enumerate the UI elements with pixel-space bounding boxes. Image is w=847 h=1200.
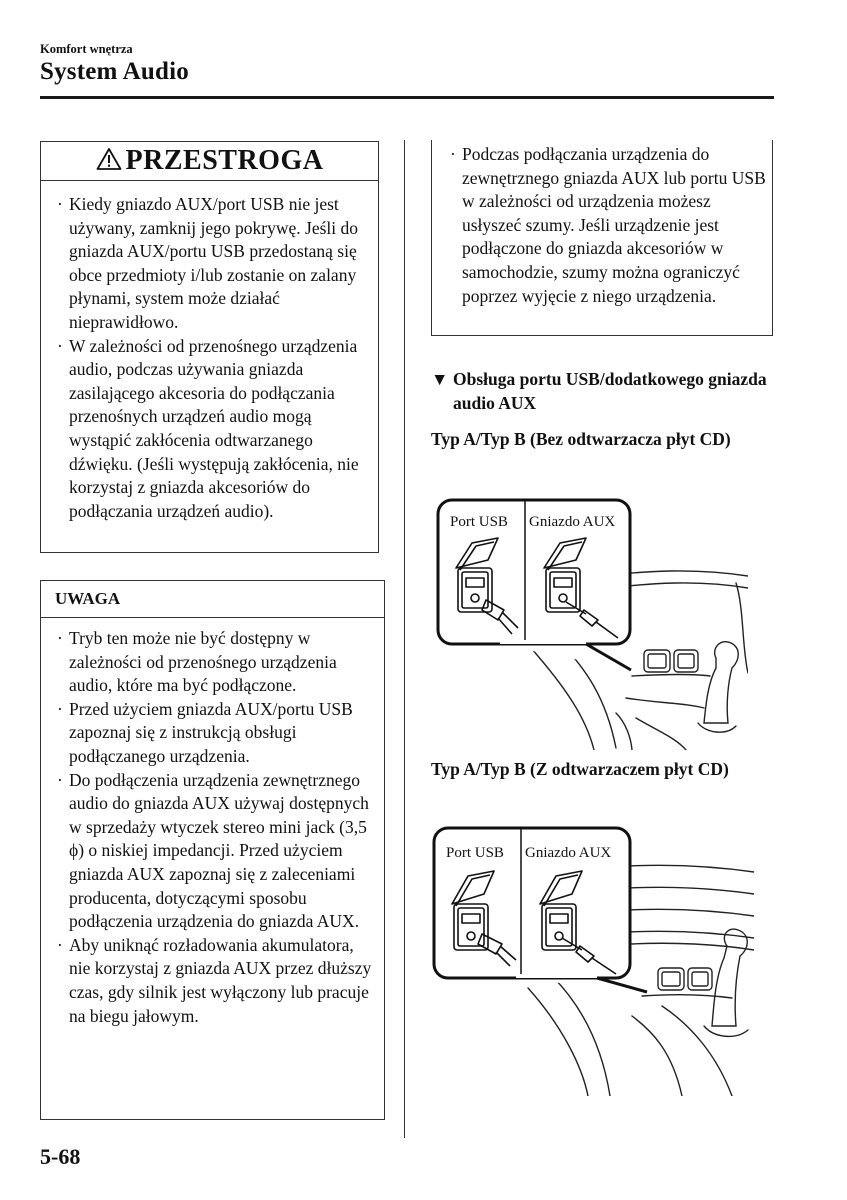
- type-label-no-cd: Typ A/Typ B (Bez odtwarzacza płyt CD): [431, 429, 731, 449]
- page-title: System Audio: [40, 58, 189, 85]
- caution-item: · W zależności od przenośnego urządzenia audio, podczas używania gniazda zasilającego akcesoria do podłączania przenośnych urządzeń audio mogą wystąpić zakłócenia odtwarzanego dźwięku. (Jeśli występują zakłócenia, nie korzystaj z gniazda akcesoriów do podłączania urządzeń audio).: [57, 335, 372, 524]
- note-item: · Do podłączenia urządzenia zewnętrznego audio do gniazda AUX używaj dostępnych w sprzedaży wtyczek stereo mini jack (3,5 ϕ) o niskiej impedancji. Przed użyciem gniazda AUX zapoznaj się z zaleceniami producenta, dotyczącymi sposobu podłączenia urządzenia do gniazda AUX.: [57, 769, 378, 934]
- page-number: 5-68: [40, 1144, 81, 1169]
- section-marker-icon: ▼: [431, 369, 449, 389]
- caution-item: · Kiedy gniazdo AUX/port USB nie jest używany, zamknij jego pokrywę. Jeśli do gniazda AUX/portu USB przedostaną się obce przedmioty i/lub zostanie on zalany płynami, system może działać nieprawidłowo.: [57, 193, 372, 335]
- usb-port-label: Port USB: [446, 845, 504, 861]
- caution-header: [41, 142, 378, 181]
- aux-jack-label: Gniazdo AUX: [525, 845, 612, 861]
- note-item: · Podczas podłączania urządzenia do zewnętrznego gniazda AUX lub portu USB w zależności od urządzenia możesz usłyszeć szumy. Jeśli urządzenie jest podłączone do gniazda akcesoriów w samochodzie, szumy można ograniczyć poprzez wyjęcie z niego urządzenia.: [450, 143, 766, 308]
- type-label-with-cd: Typ A/Typ B (Z odtwarzaczem płyt CD): [431, 759, 729, 779]
- note-header: [41, 581, 384, 618]
- section-label: Komfort wnętrza: [40, 42, 133, 56]
- title-underline: [40, 96, 774, 99]
- usb-port-label: Port USB: [450, 514, 508, 530]
- warning-triangle-icon: [96, 147, 122, 176]
- note-heading: UWAGA: [55, 589, 121, 608]
- subheading-text: Obsługa portu USB/dodatkowego gniazda audio AUX: [453, 369, 767, 413]
- figure-usb-aux-no-cd: [436, 498, 748, 750]
- usb-aux-subheading: [431, 367, 771, 415]
- caution-box: [40, 141, 379, 553]
- note-box: [40, 580, 385, 1120]
- note-list: [41, 618, 384, 1028]
- column-divider: [404, 140, 405, 1138]
- note-item: · Tryb ten może nie być dostępny w zależności od przenośnego urządzenia audio, które ma być podłączone.: [57, 627, 378, 698]
- caution-heading: PRZESTROGA: [125, 145, 324, 176]
- figure-usb-aux-with-cd: [432, 826, 754, 1096]
- aux-jack-label: Gniazdo AUX: [529, 514, 616, 530]
- note-item: · Aby uniknąć rozładowania akumulatora, nie korzystaj z gniazda AUX przez dłuższy czas, gdy silnik jest wyłączony lub pracuje na biegu jałowym.: [57, 934, 378, 1028]
- caution-list: [41, 181, 378, 523]
- note-continued-list: [432, 140, 772, 308]
- note-item: · Przed użyciem gniazda AUX/portu USB zapoznaj się z instrukcją obsługi podłączanego urządzenia.: [57, 698, 378, 769]
- note-continued-box: [431, 140, 773, 336]
